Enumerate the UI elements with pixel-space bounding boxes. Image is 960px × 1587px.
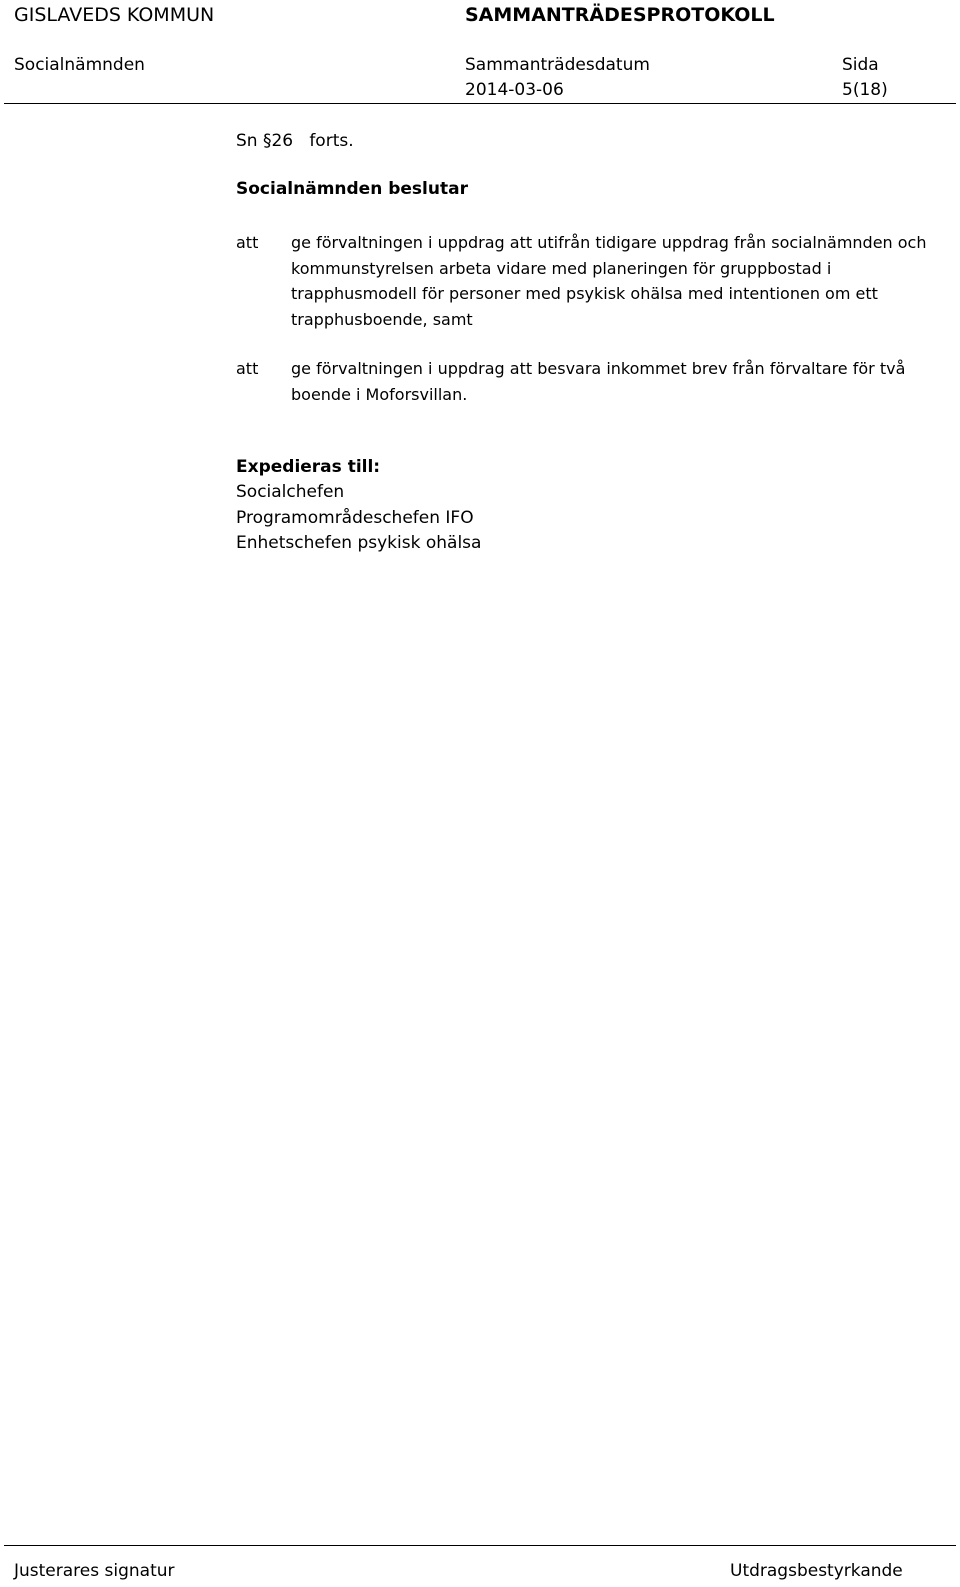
distribution-recipient: Programområdeschefen IFO bbox=[236, 508, 474, 528]
section-heading: Socialnämnden beslutar bbox=[236, 179, 468, 199]
distribution-heading: Expedieras till: bbox=[236, 457, 381, 477]
page-number: 5(18) bbox=[842, 80, 888, 100]
meeting-date: 2014-03-06 bbox=[465, 80, 564, 100]
header-rule bbox=[4, 103, 956, 104]
section-reference: Sn §26 forts. bbox=[236, 131, 354, 151]
adjuster-signature-label: Justerares signatur bbox=[14, 1561, 175, 1581]
decision-text: ge förvaltningen i uppdrag att utifrån tidigare uppdrag från socialnämnden och kommunstyrelsen arbeta vidare med planeringen för gruppbostad i trapphusmodell för personer med psykisk ohälsa med intentionen om ett trapphusboende, samt bbox=[291, 233, 927, 329]
municipality-name: GISLAVEDS KOMMUN bbox=[14, 4, 215, 26]
extract-certification-label: Utdragsbestyrkande bbox=[730, 1561, 903, 1581]
distribution-recipient: Socialchefen bbox=[236, 482, 345, 502]
footer-rule bbox=[4, 1545, 956, 1546]
decision-item bbox=[236, 230, 936, 332]
decision-lead: att bbox=[236, 359, 259, 378]
page-label: Sida bbox=[842, 55, 879, 75]
date-label: Sammanträdesdatum bbox=[465, 55, 650, 75]
document-type: SAMMANTRÄDESPROTOKOLL bbox=[465, 4, 775, 26]
distribution-recipient: Enhetschefen psykisk ohälsa bbox=[236, 533, 482, 553]
decision-item bbox=[236, 356, 936, 407]
decision-lead: att bbox=[236, 233, 259, 252]
committee-name: Socialnämnden bbox=[14, 55, 145, 75]
decision-text: ge förvaltningen i uppdrag att besvara inkommet brev från förvaltare för två boende i Moforsvillan. bbox=[291, 359, 906, 404]
